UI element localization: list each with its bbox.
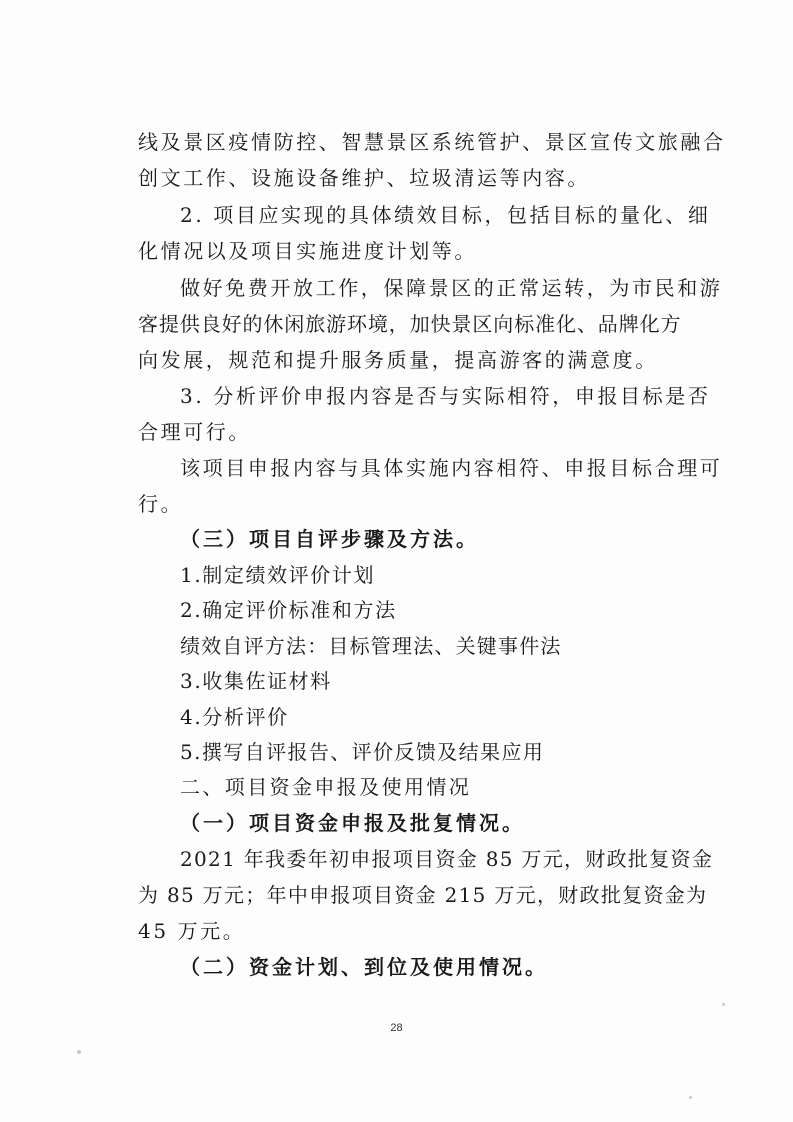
body-text-line: 2. 项目应实现的具体绩效目标，包括目标的量化、细 (180, 203, 711, 227)
section-heading: （二）资金计划、到位及使用情况。 (180, 955, 548, 979)
body-text-line: 为 85 万元；年中申报项目资金 215 万元，财政批复资金为 (138, 883, 708, 907)
body-text-line: 做好免费开放工作，保障景区的正常运转，为市民和游 (180, 276, 723, 300)
scan-speck (77, 1050, 81, 1054)
section-heading: （一）项目资金申报及批复情况。 (180, 811, 525, 835)
chapter-heading: 二、项目资金申报及使用情况 (180, 775, 472, 799)
body-text-line: 向发展，规范和提升服务质量，提高游客的满意度。 (138, 348, 658, 372)
body-text-line: 化情况以及项目实施进度计划等。 (138, 239, 477, 263)
body-text-line: 行。 (138, 492, 184, 516)
body-text-line: 合理可行。 (138, 420, 251, 444)
list-item: 3.收集佐证材料 (180, 669, 332, 693)
body-text-line: 2021 年我委年初申报项目资金 85 万元，财政批复资金 (180, 847, 714, 871)
scan-speck (722, 1003, 725, 1006)
body-text-line: 创文工作、设施设备维护、垃圾清运等内容。 (138, 166, 590, 190)
page-number: 28 (390, 1022, 403, 1034)
list-item: 5.撰写自评报告、评价反馈及结果应用 (180, 740, 545, 764)
list-item: 1.制定绩效评价计划 (180, 563, 376, 587)
body-text-line: 绩效自评方法：目标管理法、关键事件法 (180, 634, 562, 658)
body-text-line: 线及景区疫情防控、智慧景区系统管护、景区宣传文旅融合 (138, 130, 726, 154)
body-text-line: 客提供良好的休闲旅游环境，加快景区向标准化、品牌化方 (138, 312, 682, 336)
list-item: 4.分析评价 (180, 705, 289, 729)
list-item: 2.确定评价标准和方法 (180, 598, 397, 622)
body-text-line: 该项目申报内容与具体实施内容相符、申报目标合理可 (180, 456, 723, 480)
body-text-line: 3. 分析评价申报内容是否与实际相符，申报目标是否 (180, 384, 711, 408)
body-text-line: 45 万元。 (138, 919, 246, 943)
scan-speck (689, 1096, 692, 1099)
section-heading: （三）项目自评步骤及方法。 (180, 527, 479, 551)
